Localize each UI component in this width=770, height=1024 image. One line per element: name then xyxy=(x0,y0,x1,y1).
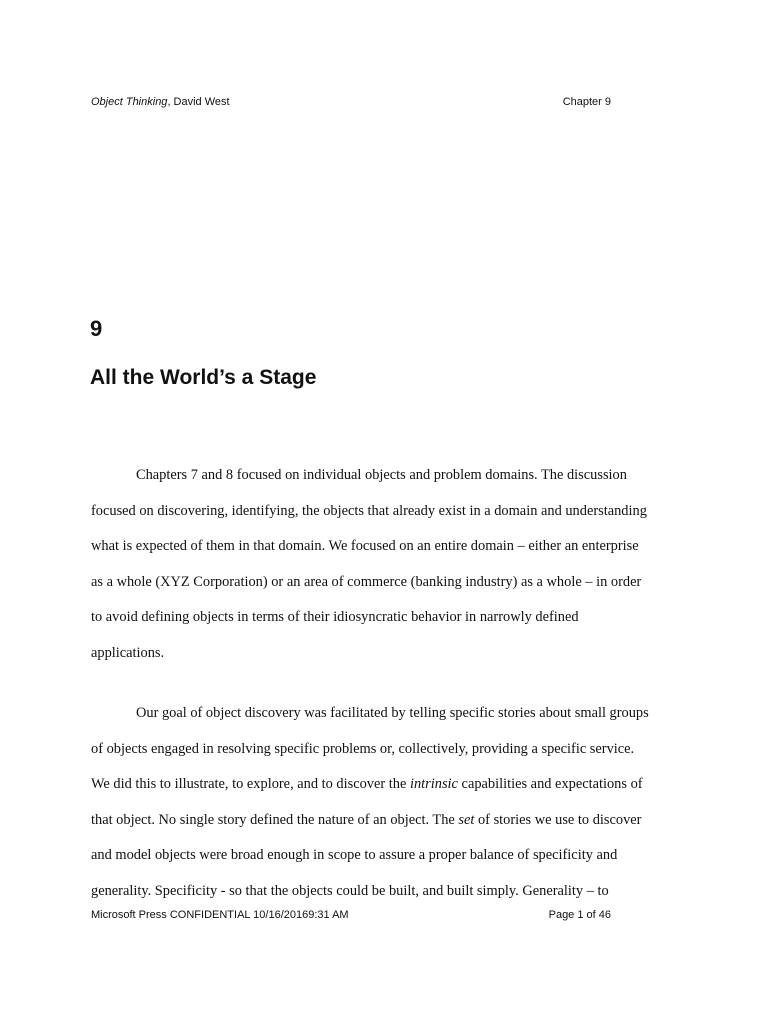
page-header xyxy=(91,96,611,112)
paragraph-line: what is expected of them in that domain. We focused on an entire domain – either an enterprise xyxy=(91,538,639,555)
paragraph-line: generality. Specificity - so that the objects could be built, and built simply. Generality – to xyxy=(91,882,609,899)
page-footer xyxy=(91,909,611,925)
paragraph-2 xyxy=(91,696,691,910)
book-title: Object Thinking xyxy=(91,96,168,108)
text-run: that object. No single story defined the nature of an object. The xyxy=(91,811,459,828)
paragraph-line: focused on discovering, identifying, the objects that already exist in a domain and understanding xyxy=(91,502,647,519)
paragraph-line: as a whole (XYZ Corporation) or an area of commerce (banking industry) as a whole – in order xyxy=(91,573,642,590)
paragraph-line: applications. xyxy=(91,644,165,661)
author-name: , David West xyxy=(167,96,230,108)
paragraph-line: Our goal of object discovery was facilitated by telling specific stories about small groups xyxy=(136,705,649,721)
header-book-info xyxy=(91,96,230,108)
text-run: of stories we use to discover xyxy=(474,811,642,828)
text-run: We did this to illustrate, to explore, and to discover the xyxy=(91,776,410,793)
paragraph-line: and model objects were broad enough in scope to assure a proper balance of specificity and xyxy=(91,847,618,864)
emphasis-intrinsic: intrinsic xyxy=(409,776,458,793)
emphasis-set: set xyxy=(458,811,475,828)
paragraph-line xyxy=(91,803,691,839)
paragraph-line: to avoid defining objects in terms of their idiosyncratic behavior in narrowly defined xyxy=(91,609,579,626)
chapter-title: All the World’s a Stage xyxy=(90,366,317,389)
paragraph-line xyxy=(91,767,691,803)
footer-confidential: Microsoft Press CONFIDENTIAL 10/16/20169:31 AM xyxy=(91,909,349,921)
paragraph-1 xyxy=(91,458,691,672)
footer-page-number: Page 1 of 46 xyxy=(548,909,611,921)
paragraph-line: Chapters 7 and 8 focused on individual objects and problem domains. The discussion xyxy=(136,467,627,483)
text-run: capabilities and expectations of xyxy=(457,776,643,793)
chapter-number: 9 xyxy=(90,316,103,341)
header-chapter-label: Chapter 9 xyxy=(562,96,611,108)
paragraph-line: of objects engaged in resolving specific problems or, collectively, providing a specific service. xyxy=(91,740,635,757)
